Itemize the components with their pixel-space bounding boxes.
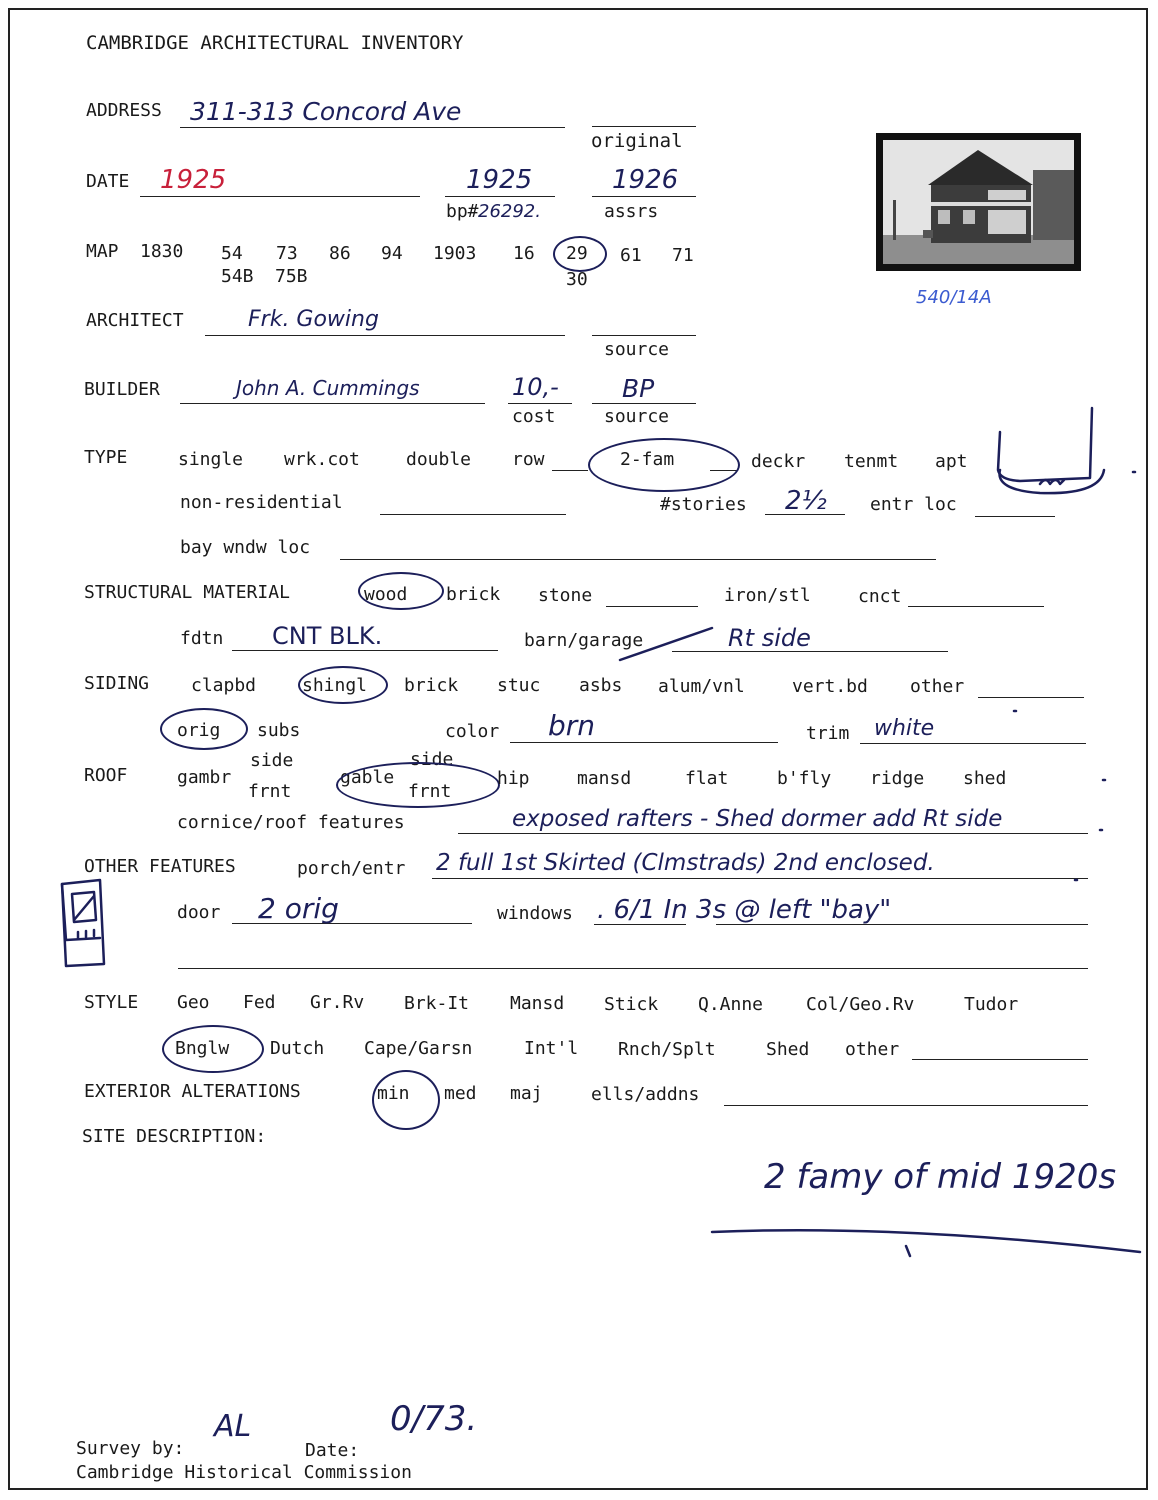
siding-option: vert.bd [792, 676, 868, 697]
assrs-year: 1926 [612, 165, 679, 195]
structural-option: brick [446, 584, 501, 605]
style-option: Int'l [524, 1038, 579, 1059]
style-option: Geo [177, 992, 210, 1013]
structural-option: iron/stl [724, 585, 811, 606]
map-year: 29 [566, 243, 588, 264]
cornice-label: cornice/roof features [177, 812, 405, 833]
style-option: Fed [243, 992, 276, 1013]
siding-label: SIDING [84, 673, 150, 694]
map-year: 16 [513, 243, 535, 264]
style-option: Cape/Garsn [364, 1038, 473, 1059]
style-option: Gr.Rv [310, 992, 365, 1013]
trim-value: white [874, 716, 935, 741]
date-value: 1925 [160, 165, 227, 195]
door-label: door [177, 902, 221, 923]
siding-subs: subs [257, 720, 301, 741]
type-label: TYPE [84, 447, 128, 468]
other-features-label: OTHER FEATURES [84, 856, 236, 877]
map-year: 30 [566, 269, 588, 290]
alteration-option: med [444, 1083, 477, 1104]
bp-label: bp# [446, 201, 479, 222]
structural-option: stone [538, 585, 593, 606]
survey-date-label: Date: [305, 1440, 360, 1461]
roof-option: b'fly [777, 768, 832, 789]
builder-label: BUILDER [84, 379, 160, 400]
map-year: 1830 [140, 241, 184, 262]
type-option: wrk.cot [284, 449, 360, 470]
style-option-selected: Bnglw [175, 1038, 230, 1059]
style-option: Rnch/Splt [618, 1039, 716, 1060]
siding-option: other [910, 676, 965, 697]
map-year: 54B [221, 266, 254, 287]
color-label: color [445, 721, 500, 742]
address-label: ADDRESS [86, 100, 162, 121]
siding-option: stuc [497, 675, 541, 696]
siding-option: alum/vnl [658, 676, 745, 697]
map-year: 71 [672, 245, 694, 266]
alterations-label: EXTERIOR ALTERATIONS [84, 1081, 301, 1102]
cornice-value: exposed rafters - Shed dormer add Rt side [512, 806, 1003, 832]
alteration-option-selected: min [377, 1083, 410, 1104]
map-year: 73 [276, 243, 298, 264]
builder-cost: 10,- [512, 373, 559, 401]
bay-window-label: bay wndw loc [180, 537, 311, 558]
alteration-option: maj [510, 1083, 543, 1104]
stories-label: #stories [660, 494, 747, 515]
siding-option: brick [404, 675, 459, 696]
roof-side-label: side [250, 750, 294, 771]
style-option: Dutch [270, 1038, 325, 1059]
windows-value: . 6/1 In 3s @ left "bay" [597, 895, 892, 925]
roof-option: hip [497, 768, 530, 789]
foundation-label: fdtn [180, 628, 224, 649]
structural-option: cnct [858, 586, 902, 607]
date-label: DATE [86, 171, 130, 192]
map-year: 75B [275, 266, 308, 287]
survey-date-value: 0/73. [390, 1399, 478, 1439]
address-value: 311-313 Concord Ave [190, 97, 462, 126]
style-label: STYLE [84, 992, 139, 1013]
survey-by-value: AL [214, 1409, 252, 1444]
map-year: 54 [221, 243, 243, 264]
architect-source-label: source [604, 339, 670, 360]
map-label: MAP [86, 241, 119, 262]
roof-option: shed [963, 768, 1007, 789]
roof-label: ROOF [84, 765, 128, 786]
cost-label: cost [512, 406, 556, 427]
type-option: double [406, 449, 472, 470]
style-option: Stick [604, 994, 659, 1015]
siding-option-selected: shingl [302, 675, 368, 696]
photo-caption: 540/14A [916, 287, 992, 308]
style-option: Mansd [510, 993, 565, 1014]
roof-option: mansd [577, 768, 632, 789]
structural-option-selected: wood [364, 584, 408, 605]
ells-addns-label: ells/addns [591, 1084, 700, 1105]
style-option: Shed [766, 1039, 810, 1060]
non-residential-label: non-residential [180, 492, 343, 513]
builder-value: John A. Cummings [236, 376, 420, 400]
roof-frnt-label: frnt [248, 781, 292, 802]
type-option: row [512, 449, 545, 470]
color-value: brn [548, 709, 596, 742]
trim-label: trim [806, 723, 850, 744]
bp-year: 1925 [466, 165, 533, 195]
structural-label: STRUCTURAL MATERIAL [84, 582, 290, 603]
siding-orig-selected: orig [177, 720, 221, 741]
architect-label: ARCHITECT [86, 310, 184, 331]
original-label: original [591, 130, 683, 152]
foundation-value: CNT BLK. [272, 622, 383, 650]
organization-label: Cambridge Historical Commission [76, 1462, 412, 1483]
map-year: 94 [381, 243, 403, 264]
survey-by-label: Survey by: [76, 1438, 185, 1459]
architect-value: Frk. Gowing [248, 307, 379, 332]
porch-value: 2 full 1st Skirted (Clmstrads) 2nd enclosed. [436, 850, 935, 876]
siding-option: clapbd [191, 675, 257, 696]
type-option: apt [935, 451, 968, 472]
assrs-label: assrs [604, 201, 659, 222]
roof-side-label: side [410, 749, 454, 770]
roof-frnt-selected: frnt [408, 781, 452, 802]
type-option: tenmt [844, 451, 899, 472]
site-description-label: SITE DESCRIPTION: [82, 1126, 267, 1147]
map-year: 61 [620, 245, 642, 266]
style-option: other [845, 1039, 900, 1060]
site-description-note: 2 famy of mid 1920s [764, 1157, 1117, 1197]
porch-label: porch/entr [297, 858, 406, 879]
barn-garage-value: Rt side [728, 624, 811, 652]
type-option: single [178, 449, 244, 470]
windows-label: windows [497, 903, 573, 924]
roof-option: flat [685, 768, 729, 789]
barn-garage-label: barn/garage [524, 630, 644, 651]
style-option: Tudor [964, 994, 1019, 1015]
type-option-selected: 2-fam [620, 449, 675, 470]
form-title: CAMBRIDGE ARCHITECTURAL INVENTORY [86, 32, 464, 54]
door-value: 2 orig [258, 892, 339, 925]
style-option: Col/Geo.Rv [806, 994, 915, 1015]
map-year: 86 [329, 243, 351, 264]
builder-source-label: source [604, 406, 670, 427]
entr-loc-label: entr loc [870, 494, 957, 515]
style-option: Brk-It [404, 993, 470, 1014]
builder-source: BP [622, 374, 655, 403]
bp-number: 26292. [478, 201, 541, 222]
map-year: 1903 [433, 243, 477, 264]
roof-option-selected: gable [340, 767, 395, 788]
roof-option: gambr [177, 767, 232, 788]
type-option: deckr [751, 451, 806, 472]
siding-option: asbs [579, 675, 623, 696]
stories-value: 2½ [785, 486, 827, 516]
roof-option: ridge [870, 768, 925, 789]
style-option: Q.Anne [698, 994, 764, 1015]
